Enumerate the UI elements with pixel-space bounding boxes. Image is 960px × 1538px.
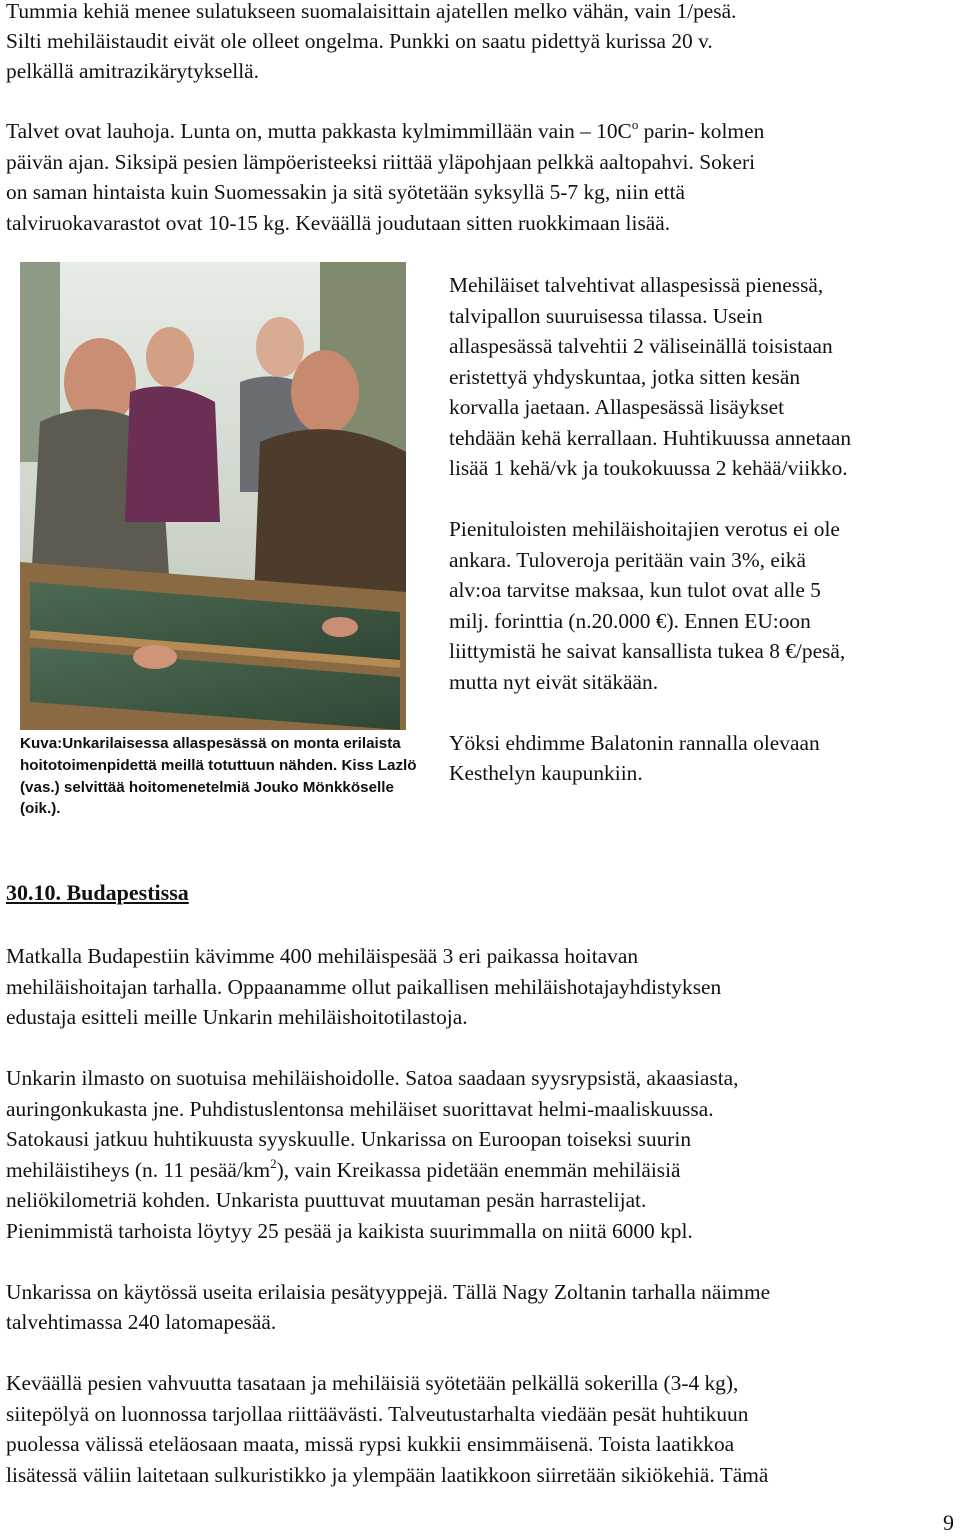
text-line: puolessa välissä eteläosaan maata, missä rypsi kukkii ensimmäisenä. Toista laatikkoa bbox=[6, 1432, 735, 1456]
text-segment: parin- kolmen bbox=[638, 119, 765, 143]
text-line: Silti mehiläistaudit eivät ole olleet ongelma. Punkki on saatu pidettyä kurissa 20 v. bbox=[6, 29, 713, 53]
text-line: eristettyä yhdyskuntaa, jotka sitten kesän bbox=[449, 365, 801, 389]
text-line: Unkarin ilmasto on suotuisa mehiläishoidolle. Satoa saadaan syysrypsistä, akaasiasta, bbox=[6, 1066, 739, 1090]
text-line: auringonkukasta jne. Puhdistuslentonsa mehiläiset suorittavat helmi-maaliskuussa. bbox=[6, 1097, 714, 1121]
text-line: edustaja esitteli meille Unkarin mehiläishoitotilastoja. bbox=[6, 1005, 468, 1029]
text-line: mehiläishoitajan tarhalla. Oppaanamme ollut paikallisen mehiläishotajayhdistyksen bbox=[6, 975, 722, 999]
text-line: milj. forinttia (n.20.000 €). Ennen EU:oon bbox=[449, 609, 811, 633]
photo-caption bbox=[20, 733, 420, 820]
text-line: allaspesässä talvehtii 2 väliseinällä toisistaan bbox=[449, 334, 833, 358]
text-line: Kesthelyn kaupunkiin. bbox=[449, 761, 643, 785]
text-line: lisää 1 kehä/vk ja toukokuussa 2 kehää/viikko. bbox=[449, 456, 848, 480]
text-line: Satokausi jatkuu huhtikuusta syyskuulle. Unkarissa on Euroopan toiseksi suurin bbox=[6, 1127, 692, 1151]
text-segment: Talvet ovat lauhoja. Lunta on, mutta pakkasta kylmimmillään vain – 10C bbox=[6, 119, 632, 143]
text-line bbox=[6, 1155, 681, 1185]
text-line: mutta nyt eivät sitäkään. bbox=[449, 670, 659, 694]
text-line: Pienituloisten mehiläishoitajien verotus ei ole bbox=[449, 517, 840, 541]
degree-superscript: o bbox=[631, 117, 639, 132]
text-segment: ), vain Kreikassa pidetään enemmän mehiläisiä bbox=[276, 1158, 681, 1182]
text-line: Tummia kehiä menee sulatukseen suomalaisittain ajatellen melko vähän, vain 1/pesä. bbox=[6, 0, 737, 23]
section-heading: 30.10. Budapestissa bbox=[6, 880, 189, 905]
text-line: Yöksi ehdimme Balatonin rannalla olevaan bbox=[449, 731, 820, 755]
caption-line: (vas.) selvittää hoitomenetelmiä Jouko Mönkköselle bbox=[20, 778, 394, 796]
text-line: ankara. Tuloveroja peritään vain 3%, eikä bbox=[449, 548, 806, 572]
text-line: päivän ajan. Siksipä pesien lämpöeristeeksi riittää yläpohjaan pelkkä aaltopahvi. Sokeri bbox=[6, 150, 756, 174]
text-line: siitepölyä on luonnossa tarjollaa riittäävästi. Talveutustarhalta viedään pesät huhtikuun bbox=[6, 1402, 749, 1426]
text-segment: mehiläistiheys (n. 11 pesää/km bbox=[6, 1158, 271, 1182]
photo-illustration bbox=[20, 262, 406, 730]
text-line: lisätessä väliin laitetaan sulkuristikko ja ylempään laatikkoon siirretään sikiökehiä. Tämä bbox=[6, 1463, 769, 1487]
text-line: on saman hintaista kuin Suomessakin ja sitä syötetään syksyllä 5-7 kg, niin että bbox=[6, 180, 686, 204]
text-line: korvalla jaetaan. Allaspesässä lisäykset bbox=[449, 395, 785, 419]
text-line: tehdään kehä kerrallaan. Huhtikuussa annetaan bbox=[449, 426, 852, 450]
text-line: alv:oa tarvitse maksaa, kun tulot ovat alle 5 bbox=[449, 578, 821, 602]
text-line: talviruokavarastot ovat 10-15 kg. Keväällä joudutaan sitten ruokkimaan lisää. bbox=[6, 211, 671, 235]
photo-beekeepers bbox=[20, 262, 406, 730]
text-line: Unkarissa on käytössä useita erilaisia pesätyyppejä. Tällä Nagy Zoltanin tarhalla näimme bbox=[6, 1280, 771, 1304]
page-number: 9 bbox=[943, 1510, 954, 1535]
text-line: Mehiläiset talvehtivat allaspesissä pienessä, bbox=[449, 273, 824, 297]
caption-line: Kuva:Unkarilaisessa allaspesässä on monta erilaista bbox=[20, 735, 401, 752]
text-line: liittymistä he saivat kansallista tukea 8 €/pesä, bbox=[449, 639, 846, 663]
text-line: talvehtimassa 240 latomapesää. bbox=[6, 1310, 277, 1334]
caption-line: hoitotoimenpidettä meillä totuttuun nähden. Kiss Lazlö bbox=[20, 756, 417, 774]
text-line bbox=[6, 116, 764, 146]
text-line: Keväällä pesien vahvuutta tasataan ja mehiläisiä syötetään pelkällä sokerilla (3-4 kg), bbox=[6, 1371, 739, 1395]
caption-line: (oik.). bbox=[20, 800, 61, 818]
squared-superscript: 2 bbox=[270, 1156, 277, 1171]
text-line: Matkalla Budapestiin kävimme 400 mehiläispesää 3 eri paikassa hoitavan bbox=[6, 944, 639, 968]
text-line: talvipallon suuruisessa tilassa. Usein bbox=[449, 304, 763, 328]
text-line: Pienimmistä tarhoista löytyy 25 pesää ja kaikista suurimmalla on niitä 6000 kpl. bbox=[6, 1219, 693, 1243]
text-line: neliökilometriä kohden. Unkarista puuttuvat muutaman pesän harrastelijat. bbox=[6, 1188, 647, 1212]
text-line: pelkällä amitrazikärytyksellä. bbox=[6, 59, 260, 83]
